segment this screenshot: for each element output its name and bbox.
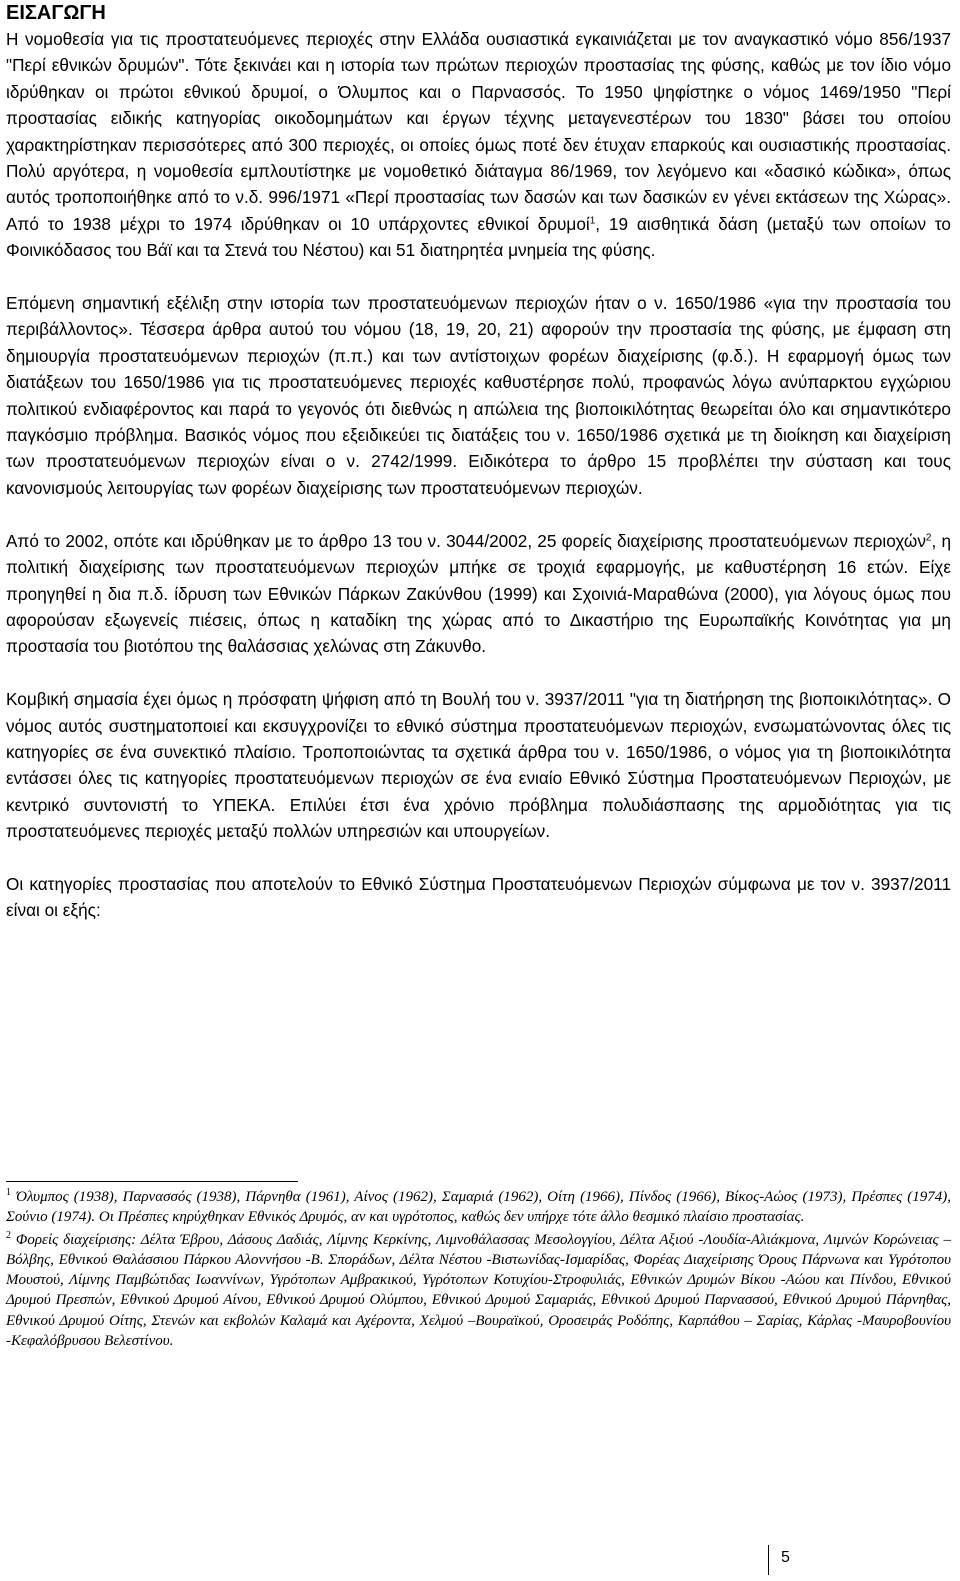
footnotes: [6, 1187, 951, 1353]
page-number: 5: [781, 1549, 790, 1566]
paragraph-1-text-a: Η νομοθεσία για τις προστατευόμενες περιοχές στην Ελλάδα ουσιαστικά εγκαινιάζεται με τον αναγκαστικό νόμο 856/1937 "Περί εθνικών δρυμών". Τότε ξεκινάει και η ιστορία των πρώτων περιοχών προστασίας της φύσης, καθώς με τον ίδιο νόμο ιδρύθηκαν οι πρώτοι εθνικού δρυμοί, ο Όλυμπος και ο Παρνασσός. Το 1950 ψηφίστηκε ο νόμος 1469/1950 "Περί προστασίας ειδικής κατηγορίας οικοδομημάτων και έργων τέχνης μεταγενεστέρων του 1830" βάσει του οποίου χαρακτηρίστηκαν περισσότερες από 300 περιοχές, οι οποίες όμως ποτέ δεν έτυχαν επαρκούς και ουσιαστικής προστασίας. Πολύ αργότερα, η νομοθεσία εμπλουτίστηκε με νομοθετικό διάταγμα 86/1969, τον λεγόμενο και «δασικό κώδικα», όπως αυτός τροποποιήθηκε από το ν.δ. 996/1971 «Περί προστασίας των δασών και των δασικών εν γένει εκτάσεων της Χώρας». Από το 1938 μέχρι το 1974 ιδρύθηκαν οι 10 υπάρχοντες εθνικοί δρυμοί: [6, 29, 951, 234]
footnote-2-mark: 2: [6, 1229, 11, 1241]
paragraph-5: Οι κατηγορίες προστασίας που αποτελούν το Εθνικό Σύστημα Προστατευόμενων Περιοχών σύμφωνα με τον ν. 3937/2011 είναι οι εξής:: [6, 873, 951, 921]
footnote-1-mark: 1: [6, 1187, 11, 1198]
paragraph-3-text-b: , η πολιτική διαχείρισης των προστατευόμενων περιοχών μπήκε σε τροχιά εφαρμογής, με καθυστέρηση 16 ετών. Είχε προηγηθεί η δια π.δ. ίδρυση των Εθνικών Πάρκων Ζακύνθου (1999) και Σχοινιά-Μαραθώνα (2000), για λόγους όμως που αφορούσαν εξωγενείς πιέσεις, όπως η καταδίκη της χώρας από το Δικαστήριο της Ευρωπαϊκής Κοινότητας για μη προστασία του βιοτόπου της θαλάσσιας χελώνας στη Ζάκυνθο.: [6, 530, 951, 657]
document-page: [6, 0, 951, 924]
page-number-box: [768, 1545, 959, 1575]
paragraph-4: Κομβική σημασία έχει όμως η πρόσφατη ψήφιση από τη Βουλή του ν. 3937/2011 "για τη διατήρηση της βιοποικιλότητας». Ο νόμος αυτός συστηματοποιεί και εκσυγχρονίζει το εθνικό σύστημα προστατευόμενων περιοχών, ενσωματώνοντας όλες τις κατηγορίες σε ένα συνεκτικό πλαίσιο. Τροποποιώντας τα σχετικά άρθρα του ν. 1650/1986, ο νόμος για τη βιοποικιλότητα εντάσσει όλες τις κατηγορίες προστατευόμενων περιοχών σε ένα ενιαίο Εθνικό Σύστημα Προστατευόμενων Περιοχών, με κεντρικό συντονιστή το ΥΠΕΚΑ. Επιλύει έτσι ένα χρόνιο πρόβλημα πολυδιάσπασης της αρμοδιότητας για τις προστατευόμενες περιοχές μεταξύ πολλών υπηρεσιών και υπουργείων.: [6, 689, 951, 842]
section-heading: ΕΙΣΑΓΩΓΗ: [6, 2, 106, 24]
paragraph-3: [6, 528, 951, 660]
footnote-ref-1: 1: [589, 215, 596, 227]
paragraph-2: Επόμενη σημαντική εξέλιξη στην ιστορία των προστατευόμενων περιοχών ήταν ο ν. 1650/1986 «για την προστασία του περιβάλλοντος». Τέσσερα άρθρα αυτού του νόμου (18, 19, 20, 21) αφορούν την προστασία της φύσης, με έμφαση στη δημιουργία προστατευόμενων περιοχών (π.π.) και των αντίστοιχων φορέων διαχείρισης (φ.δ.). Η εφαρμογή όμως των διατάξεων του 1650/1986 για τις προστατευόμενες περιοχές καθυστέρησε πολύ, προφανώς λόγω ανύπαρκτου εγχώριου πολιτικού ενδιαφέροντος και παρά το γεγονός ότι διεθνώς η απώλεια της βιοποικιλότητας θεωρείται όλο και σημαντικότερο παγκόσμιο πρόβλημα. Βασικός νόμος που εξειδικεύει τις διατάξεις του ν. 1650/1986 σχετικά με τη διοίκηση και διαχείριση των προστατευόμενων περιοχών είναι ο ν. 2742/1999. Ειδικότερα το άρθρο 15 προβλέπει την σύσταση και τους κανονισμούς λειτουργίας των φορέων διαχείρισης των προστατευόμενων περιοχών.: [6, 293, 951, 498]
footnote-2: [6, 1230, 951, 1352]
footnote-1: [6, 1187, 951, 1228]
footnote-1-text: Όλυμπος (1938), Παρνασσός (1938), Πάρνηθα (1961), Αίνος (1962), Σαμαριά (1962), Οίτη (1966), Πίνδος (1966), Βίκος-Αώος (1973), Πρέσπες (1974), Σούνιο (1974). Οι Πρέσπες κηρύχθηκαν Εθνικός Δρυμός, αν και υγρότοπος, καθώς δεν υπήρχε τότε άλλο θεσμικό πλαίσιο προστασίας.: [6, 1189, 952, 1226]
paragraph-3-text-a: Από το 2002, οπότε και ιδρύθηκαν με το άρθρο 13 του ν. 3044/2002, 25 φορείς διαχείρισης προστατευόμενων περιοχών: [6, 530, 926, 551]
paragraph-1-text-b: , 19 αισθητικά δάση (μεταξύ των οποίων το Φοινικόδασος του Βάϊ και τα Στενά του Νέστου) και 51 διατηρητέα μνημεία της φύσης.: [6, 213, 951, 261]
footnote-ref-2: 2: [925, 531, 932, 543]
paragraph-1: [6, 26, 951, 264]
footnote-separator: [6, 1181, 298, 1182]
footnote-2-text: Φορείς διαχείρισης: Δέλτα Έβρου, Δάσους Δαδιάς, Λίμνης Κερκίνης, Λιμνοθάλασσας Μεσολογγίου, Δέλτα Αξιού -Λουδία-Αλιάκμονα, Λιμνών Κορώνειας –Βόλβης, Εθνικού Θαλάσσιου Πάρκου Αλοννήσου -Β. Σποράδων, Δέλτα Νέστου -Βιστωνίδας-Ισμαρίδας, Φορέας Διαχείρισης Όρους Πάρνωνα και Υγρότοπου Μουστού, Λίμνης Παμβώτιδας Ιωαννίνων, Υγρότοπων Αμβρακικού, Υγρότοπων Κοτυχίου-Στροφυλιάς, Εθνικών Δρυμών Βίκου -Αώου και Πίνδου, Εθνικού Δρυμού Πρεσπών, Εθνικού Δρυμού Αίνου, Εθνικού Δρυμού Ολύμπου, Εθνικού Δρυμού Σαμαριάς, Εθνικού Δρυμού Παρνασσού, Εθνικού Δρυμού Πάρνηθας, Εθνικού Δρυμού Οίτης, Στενών και εκβολών Καλαμά και Αχέροντα, Χελμού –Βουραϊκού, Οροσειράς Ροδόπης, Καρπάθου – Σαρίας, Κάρλας -Μαυροβουνίου -Κεφαλόβρυσου Βελεστίνου.: [6, 1231, 952, 1350]
